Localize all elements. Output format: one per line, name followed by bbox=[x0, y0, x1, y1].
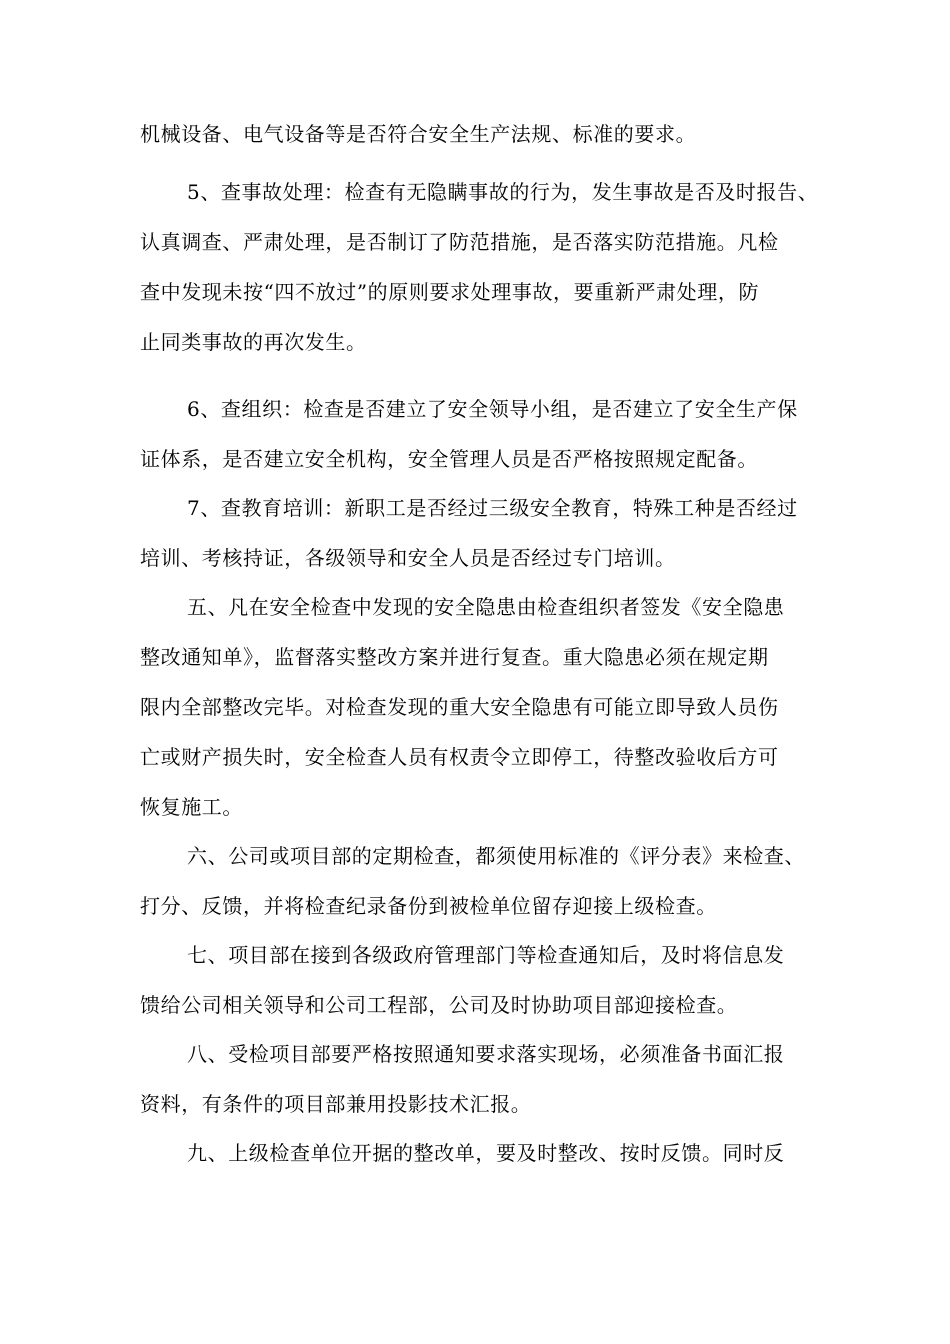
text-line: 五、凡在安全检查中发现的安全隐患由检查组织者签发《安全隐患 bbox=[187, 595, 785, 619]
text-line: 亡或财产损失时，安全检查人员有权责令立即停工，待整改验收后方可 bbox=[140, 745, 779, 769]
text-line: 恢复施工。 bbox=[140, 795, 243, 819]
text-line: 七、项目部在接到各级政府管理部门等检查通知后，及时将信息发 bbox=[187, 943, 785, 967]
text-line: 打分、反馈，并将检查纪录备份到被检单位留存迎接上级检查。 bbox=[140, 894, 717, 918]
text-line: 止同类事故的再次发生。 bbox=[140, 330, 367, 354]
text-line: 八、受检项目部要严格按照通知要求落实现场，必须准备书面汇报 bbox=[187, 1042, 785, 1066]
text-line: 限内全部整改完毕。对检查发现的重大安全隐患有可能立即导致人员伤 bbox=[140, 695, 779, 719]
text-line: 九、上级检查单位开据的整改单，要及时整改、按时反馈。同时反 bbox=[187, 1141, 785, 1165]
text-line: 馈给公司相关领导和公司工程部，公司及时协助项目部迎接检查。 bbox=[140, 993, 738, 1017]
text-line: 5、查事故处理：检查有无隐瞒事故的行为，发生事故是否及时报告、 bbox=[187, 180, 819, 204]
text-line: 六、公司或项目部的定期检查，都须使用标准的《评分表》来检查、 bbox=[187, 844, 805, 868]
text-line: 7、查教育培训：新职工是否经过三级安全教育，特殊工种是否经过 bbox=[187, 496, 798, 520]
text-line: 培训、考核持证，各级领导和安全人员是否经过专门培训。 bbox=[140, 546, 676, 570]
text-line: 证体系，是否建立安全机构，安全管理人员是否严格按照规定配备。 bbox=[140, 447, 758, 471]
text-line: 机械设备、电气设备等是否符合安全生产法规、标准的要求。 bbox=[140, 122, 697, 146]
text-line: 查中发现未按“四不放过”的原则要求处理事故，要重新严肃处理，防 bbox=[140, 280, 760, 304]
text-line: 资料，有条件的项目部兼用投影技术汇报。 bbox=[140, 1092, 532, 1116]
text-line: 整改通知单》，监督落实整改方案并进行复查。重大隐患必须在规定期 bbox=[140, 645, 769, 669]
text-line: 认真调查、严肃处理，是否制订了防范措施，是否落实防范措施。凡检 bbox=[140, 230, 779, 254]
text-line: 6、查组织：检查是否建立了安全领导小组，是否建立了安全生产保 bbox=[187, 397, 798, 421]
